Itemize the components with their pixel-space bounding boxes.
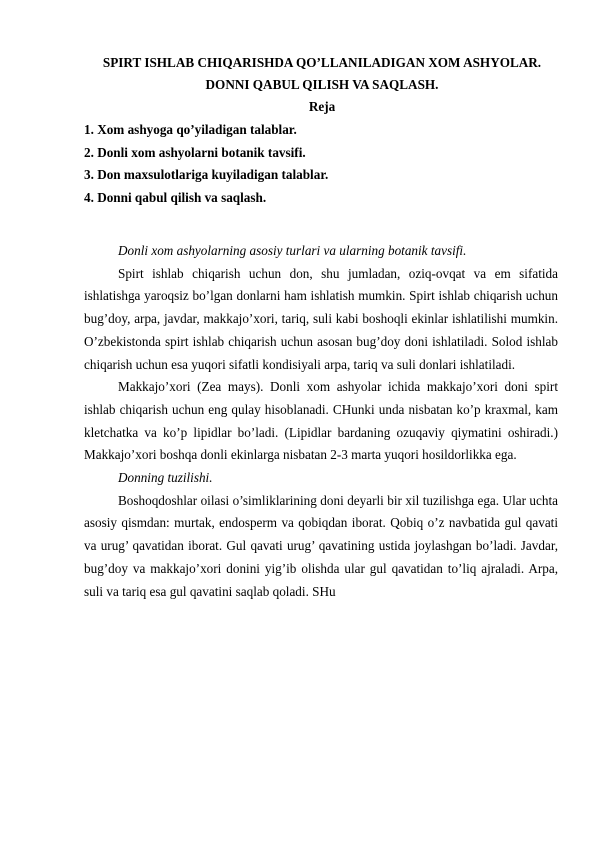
section-heading-structure: Donning tuzilishi. xyxy=(118,470,213,486)
plan-item: 4. Donni qabul qilish va saqlash. xyxy=(84,189,267,205)
paragraph-maize: Makkajo’xori (Zea mays). Donli xom ashyolar ichida makkajo’xori doni spirt ishlab chiqarish uchun eng qulay hisoblanadi. CHunki unda nisbatan ko’p kraxmal, kam kletchatka va ko’p lipidlar bo’ladi. (Lipidlar bardaning ozuqaviy qiymatini oshiradi.) Makkajo’xori boshqa donli ekinlarga nisbatan 2-3 marta yuqori hosildorlikka ega. xyxy=(84,379,558,463)
plan-item: 1. Xom ashyoga qo’yiladigan talablar. xyxy=(84,122,297,137)
plan-item: 3. Don maxsulotlariga kuyiladigan talablar. xyxy=(84,167,329,182)
document-title: SPIRT ISHLAB CHIQARISHDA QO’LLANILADIGAN XOM ASHYOLAR. xyxy=(102,55,542,70)
paragraph-grain-structure: Boshoqdoshlar oilasi o’simliklarining doni deyarli bir xil tuzilishga ega. Ular uchta asosiy qismdan: murtak, endosperm va qobiqdan iborat. Qobiq o’z navbatida gul qavati va urug’ qavatidan iborat. Gul qavati urug’ qavatining ustida joylashgan bo’ladi. Javdar, bug’doy va makkajo’xori donini yig’ib olishda ular gul qavatidan to’liq ajraladi. Arpa, suli va tariq esa gul qavatini saqlab qoladi. SHu xyxy=(84,492,558,599)
plan-item: 2. Donli xom ashyolarni botanik tavsifi. xyxy=(84,144,306,160)
section-heading-botanical: Donli xom ashyolarning asosiy turlari va ularning botanik tavsifi. xyxy=(118,243,467,258)
document-subtitle: DONNI QABUL QILISH VA SAQLASH. xyxy=(205,77,439,92)
plan-list xyxy=(84,119,560,209)
paragraph-grain-use: Spirt ishlab chiqarish uchun don, shu jumladan, oziq-ovqat va em sifatida ishlatishga yaroqsiz bo’lgan donlarni ham ishlatish mumkin. Spirt ishlab chiqarish uchun bug’doy, arpa, javdar, makkajo’xori, tariq, suli kabi boshoqli ekinlar ishlatilishi mumkin. O’zbekistonda spirt ishlab chiqarish uchun asosan bug’doy doni ishlatiladi. Solod ishlab chiqarish uchun esa yuqori sifatli kondisiyali arpa, tariq va suli donlari ishlatiladi. xyxy=(84,265,558,372)
document-body xyxy=(84,240,558,603)
plan-heading: Reja xyxy=(308,99,336,114)
